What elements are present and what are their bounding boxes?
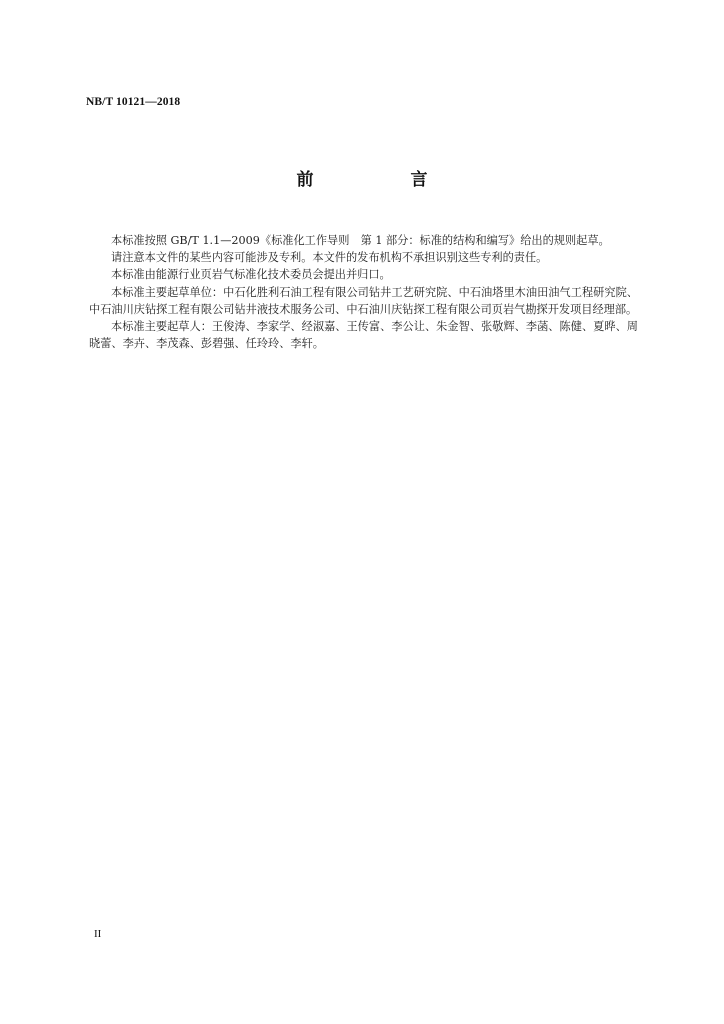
foreword-body (89, 232, 638, 352)
paragraph-proposer: 本标准由能源行业页岩气标准化技术委员会提出并归口。 (111, 268, 391, 282)
paragraph-drafting-rules: 本标准按照 GB/T 1.1—2009《标准化工作导则 第 1 部分：标准的结构和编写》给出的规则起草。 (111, 234, 610, 247)
paragraph-drafters: 本标准主要起草人：王俊涛、李家学、经淑嘉、王传富、李公让、朱金智、张敬辉、李菡、陈健、夏晔、周晓蕾、李卉、李茂森、彭碧强、任玲玲、李轩。 (89, 320, 638, 351)
page-title: 前 言 (296, 170, 468, 190)
paragraph-drafting-units: 本标准主要起草单位：中石化胜利石油工程有限公司钻井工艺研究院、中石油塔里木油田油气工程研究院、中石油川庆钻探工程有限公司钻井液技术服务公司、中石油川庆钻探工程有限公司页岩气勘探开发项目经理部。 (89, 285, 638, 316)
standard-code: NB/T 10121—2018 (86, 96, 181, 108)
page-number: II (94, 928, 102, 940)
paragraph-patent-notice: 请注意本文件的某些内容可能涉及专利。本文件的发布机构不承担识别这些专利的责任。 (111, 251, 548, 265)
